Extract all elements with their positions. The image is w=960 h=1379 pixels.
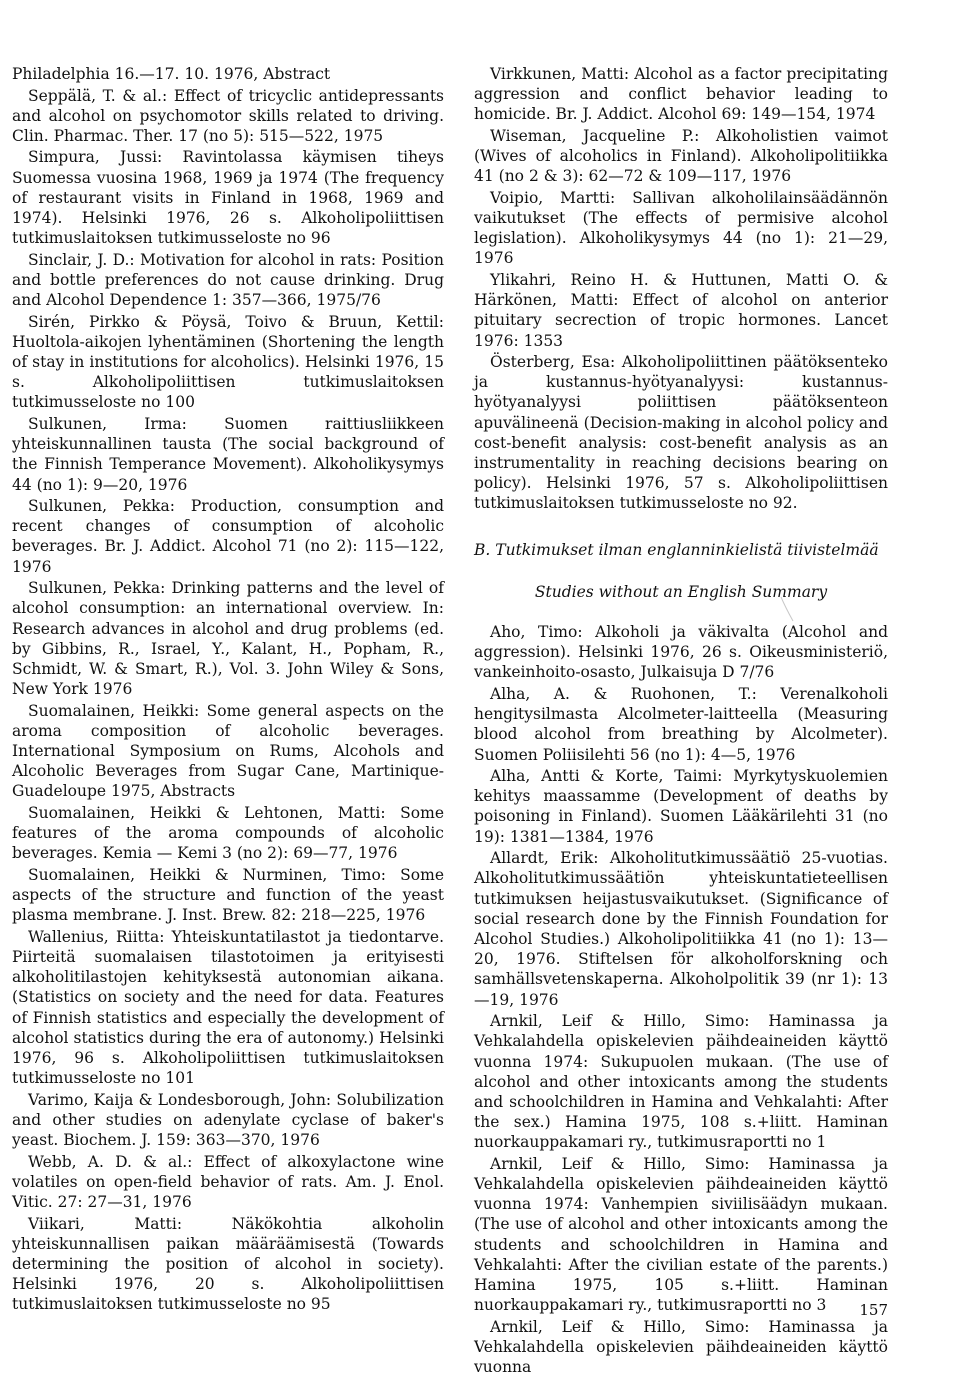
reference-entry: Sulkunen, Irma: Suomen raittiusliikkeen yhteiskunnallinen tausta (The social background of the Finnish Temperance Movement). Alkoholikysymys 44 (no 1): 9—20, 1976 bbox=[12, 414, 444, 494]
reference-entry: Simpura, Jussi: Ravintolassa käymisen tiheys Suomessa vuosina 1968, 1969 ja 1974 (The frequency of restaurant visits in Finland in 1968, 1969 and 1974). Helsinki 1976, 26 s. Alkoholipoliittisen tutkimuslaitoksen tutkimusseloste no 96 bbox=[12, 148, 444, 248]
reference-entry: Sulkunen, Pekka: Production, consumption and recent changes of consumption of alcoholic beverages. Br. J. Addict. Alcohol 71 (no 2): 115—122, 1976 bbox=[12, 497, 444, 576]
reference-entry: Suomalainen, Heikki: Some general aspects on the aroma composition of alcoholic beverages. International Symposium on Rums, Alcohols and Alcoholic Beverages from Sugar Cane, Martinique-Guadeloupe 1975, Abstracts bbox=[12, 701, 444, 801]
reference-entry: Virkkunen, Matti: Alcohol as a factor precipitating aggression and conflict behavior leading to homicide. Br. J. Addict. Alcohol 69: 149—154, 1974 bbox=[474, 65, 888, 124]
right-column-entries-bottom bbox=[474, 622, 888, 1377]
reference-entry: Alha, A. & Ruohonen, T.: Verenalkoholi hengitysilmasta Alcolmeter-laitteella (Measuring blood alcohol from breathing by Alcolmeter). Suomen Poliisilehti 56 (no 1): 4—5, 1976 bbox=[474, 684, 888, 764]
reference-entry: Sirén, Pirkko & Pöysä, Toivo & Bruun, Kettil: Huoltola-aikojen lyhentäminen (Shortening the length of stay in institutions for alcoholics). Helsinki 1976, 15 s. Alkoholipoliittisen tutkimuslaitoksen tutkimusseloste no 100 bbox=[12, 312, 444, 412]
page-number: 157 bbox=[859, 1301, 888, 1319]
reference-entry: Arnkil, Leif & Hillo, Simo: Haminassa ja Vehkalahdella opiskelevien päihdeaineiden käyttö vuonna bbox=[474, 1317, 888, 1377]
reference-entry: Voipio, Martti: Sallivan alkoholilainsäädännön vaikutukset (The effects of permisive alcohol legislation). Alkoholikysymys 44 (no 1): 21—29, 1976 bbox=[474, 188, 888, 268]
reference-entry: Wallenius, Riitta: Yhteiskuntatilastot ja tiedontarve. Piirteitä suomalaisen tilastotoimen ja erityisesti alkoholitilastojen kehityksestä autonomian aikana. (Statistics on society and the need for data. Features of Finnish statistics and especially the development of alcohol statistics during the era of autonomy.) Helsinki 1976, 96 s. Alkoholipoliittisen tutkimuslaitoksen tutkimusseloste no 101 bbox=[12, 927, 444, 1088]
left-column bbox=[12, 64, 444, 1316]
pencil-mark bbox=[780, 596, 794, 622]
reference-entry: Alha, Antti & Korte, Taimi: Myrkytyskuolemien kehitys maassamme (Development of deaths by poisoning in Finland). Suomen Lääkärilehti 31 (no 19): 1381—1384, 1976 bbox=[474, 767, 888, 846]
right-column bbox=[474, 64, 888, 1379]
reference-entry: Arnkil, Leif & Hillo, Simo: Haminassa ja Vehkalahdella opiskelevien päihdeaineiden käyttö vuonna 1974: Vanhempien siviilisäädyn mukaan. (The use of alcohol and other intoxicants among the students and schoolchildren in Hamina and Vehkalahti: After the civilian estate of the parents.) Hamina 1975, 105 s.+liitt. Haminan nuorkauppakamari ry., tutkimusraportti no 3 bbox=[474, 1154, 888, 1315]
reference-entry: Suomalainen, Heikki & Nurminen, Timo: Some aspects of the structure and function of the yeast plasma membrane. J. Inst. Brew. 82: 218—225, 1976 bbox=[12, 865, 444, 925]
reference-entry: Aho, Timo: Alkoholi ja väkivalta (Alcohol and aggression). Helsinki 1976, 26 s. Oikeusministeriö, vankeinhoito-osasto, Julkaisuja D 7/76 bbox=[474, 623, 888, 682]
section-b-heading: B. Tutkimukset ilman englanninkielistä tiivistelmää bbox=[474, 540, 879, 559]
reference-entry: Sulkunen, Pekka: Drinking patterns and the level of alcohol consumption: an international overview. In: Research advances in alcohol and drug problems (ed. by Gibbins, R., Israel, Y., Kalant, H., Popham, R., Schmidt, W. & Smart, R.), Vol. 3. John Wiley & Sons, New York 1976 bbox=[12, 579, 444, 699]
reference-entry: Viikari, Matti: Näkökohtia alkoholin yhteiskunnallisen paikan määräämisestä (Towards determining the position of alcohol in society). Helsinki 1976, 20 s. Alkoholipoliittisen tutkimuslaitoksen tutkimusseloste no 95 bbox=[12, 1214, 444, 1314]
section-english-heading: Studies without an English Summary bbox=[534, 582, 828, 601]
reference-entry: Arnkil, Leif & Hillo, Simo: Haminassa ja Vehkalahdella opiskelevien päihdeaineiden käyttö vuonna 1974: Sukupuolen mukaan. (The use of alcohol and other intoxicants among the students and schoolchildren in Hamina and Vehkalahti: After the sex.) Hamina 1975, 108 s.+liitt. Haminan nuorkauppakamari ry., tutkimusraportti no 1 bbox=[474, 1012, 888, 1152]
reference-entry: Allardt, Erik: Alkoholitutkimussäätiö 25-vuotias. Alkoholitutkimussäätiön yhteiskuntatieteellisen tutkimuksen heijastusvaikutukset. (Significance of social research done by the Finnish Foundation for Alcohol Studies.) Alkoholipolitiikka 41 (no 1): 13—20, 1976. Stiftelsen för alkoholforskning och samhällsvetenskaperna. Alkoholpolitik 39 (nr 1): 13—19, 1976 bbox=[474, 849, 888, 1009]
reference-entry: Suomalainen, Heikki & Lehtonen, Matti: Some features of the aroma compounds of alcoholic beverages. Kemia — Kemi 3 (no 2): 69—77, 1976 bbox=[12, 803, 444, 863]
right-column-entries-top bbox=[474, 64, 888, 514]
reference-entry: Webb, A. D. & al.: Effect of alkoxylactone wine volatiles on open-field behavior of rats. Am. J. Enol. Vitic. 27: 27—31, 1976 bbox=[12, 1152, 444, 1212]
reference-entry: Sinclair, J. D.: Motivation for alcohol in rats: Position and bottle preferences do not cause drinking. Drug and Alcohol Dependence 1: 357—366, 1975/76 bbox=[12, 250, 444, 310]
reference-entry: Österberg, Esa: Alkoholipoliittinen päätöksenteko ja kustannus-hyötyanalyysi: kustannus-hyötyanalyysi poliittisen päätöksenteon apuvälineenä (Decision-making in alcohol policy and cost-benefit analysis: cost-benefit analysis as an instrumentality in reaching decisions bearing on policy). Helsinki 1976, 57 s. Alkoholipoliittisen tutkimuslaitoksen tutkimusseloste no 92. bbox=[474, 353, 888, 513]
reference-entry: Ylikahri, Reino H. & Huttunen, Matti O. & Härkönen, Matti: Effect of alcohol on anterior pituitary secrection of tropic hormones. Lancet 1976: 1353 bbox=[474, 270, 888, 350]
reference-entry: Philadelphia 16.—17. 10. 1976, Abstract bbox=[12, 65, 331, 83]
reference-entry: Wiseman, Jacqueline P.: Alkoholistien vaimot (Wives of alcoholics in Finland). Alkoholipolitiikka 41 (no 2 & 3): 62—72 & 109—117, 1976 bbox=[474, 126, 888, 186]
reference-entry: Varimo, Kaija & Londesborough, John: Solubilization and other studies on adenylate cyclase of baker's yeast. Biochem. J. 159: 363—370, 1976 bbox=[12, 1090, 444, 1150]
reference-entry: Seppälä, T. & al.: Effect of tricyclic antidepressants and alcohol on psychomotor skills related to driving. Clin. Pharmac. Ther. 17 (no 5): 515—522, 1975 bbox=[12, 86, 444, 145]
